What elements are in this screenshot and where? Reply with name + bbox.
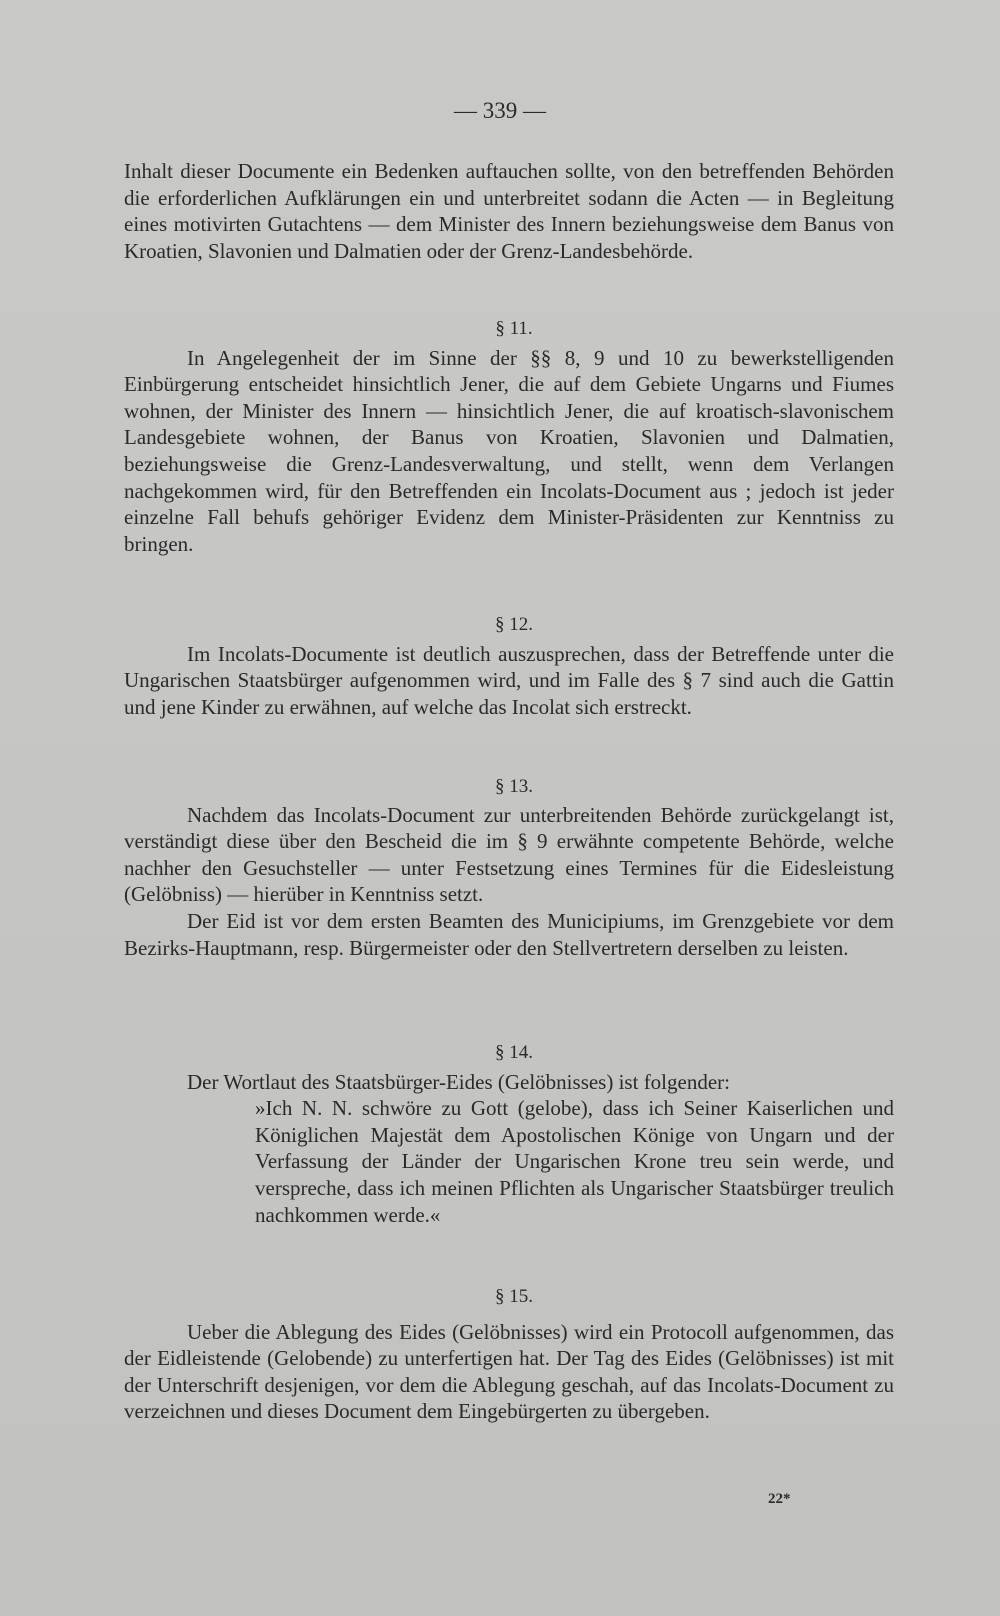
section-heading: § 14. (495, 1042, 533, 1063)
intro-paragraph: Inhalt dieser Documente ein Bedenken auftauchen sollte, von den betreffenden Behörden die erforderlichen Aufklärungen ein und unterbreitet sodann die Acten — in Begleitung eines motivirten Gutachtens — dem Minister des Innern beziehungsweise dem Banus von Kroatien, Slavonien und Dalmatien oder der Grenz-Landesbehörde. (124, 159, 894, 263)
section-15 (124, 1284, 894, 1425)
section-13 (124, 774, 894, 961)
section-heading: § 11. (495, 318, 533, 339)
signature-mark: 22* (768, 1491, 791, 1507)
section-paragraph: Der Eid ist vor dem ersten Beamten des Municipiums, im Grenzgebiete vor dem Bezirks-Hauptmann, resp. Bürgermeister oder den Stellvertretern derselben zu leisten. (124, 908, 894, 960)
section-heading: § 15. (495, 1286, 533, 1307)
section-14 (124, 1040, 894, 1228)
section-12 (124, 612, 894, 720)
section-heading: § 12. (495, 614, 533, 635)
section-heading: § 13. (495, 776, 533, 797)
section-paragraph: Der Wortlaut des Staatsbürger-Eides (Gelöbnisses) ist folgender: (187, 1069, 730, 1094)
section-paragraph: Ueber die Ablegung des Eides (Gelöbnisses) wird ein Protocoll aufgenommen, das der Eidleistende (Gelobende) zu unterfertigen hat. Der Tag des Eides (Gelöbnisses) ist mit der Unterschrift desjenigen, vor dem die Ablegung geschah, auf das Incolats-Document zu verzeichnen und dieses Document dem Eingebürgerten zu übergeben. (124, 1319, 894, 1424)
intro-block (124, 158, 894, 264)
section-paragraph: In Angelegenheit der im Sinne der §§ 8, 9 und 10 zu bewerkstelligenden Einbürgerung entscheidet hinsichtlich Jener, die auf dem Gebiete Ungarns und Fiumes wohnen, der Minister des Innern — hinsichtlich Jener, die auf kroatisch-slavonischem Landesgebiete wohnen, der Banus von Kroatien, Slavonien und Dalmatien, beziehungsweise die Grenz-Landesverwaltung, und stellt, wenn dem Verlangen nachgekommen wird, für den Betreffenden ein Incolats-Document aus ; jedoch ist jeder einzelne Fall behufs gehöriger Evidenz dem Minister-Präsidenten zur Kenntniss zu bringen. (124, 345, 894, 556)
section-paragraph: Nachdem das Incolats-Document zur unterbreitenden Behörde zurückgelangt ist, verständigt diese über den Bescheid die im § 9 erwähnte competente Behörde, welche nachher den Gesuchsteller — unter Festsetzung eines Termines für die Eidesleistung (Gelöbniss) — hierüber in Kenntniss setzt. (124, 802, 894, 907)
section-11 (124, 316, 894, 557)
section-paragraph: Im Incolats-Documente ist deutlich auszusprechen, dass der Betreffende unter die Ungarischen Staatsbürger aufgenommen wird, und im Falle des § 7 sind auch die Gattin und jene Kinder zu erwähnen, auf welche das Incolat sich erstreckt. (124, 641, 894, 719)
oath-quote: »Ich N. N. schwöre zu Gott (gelobe), dass ich Seiner Kaiserlichen und Königlichen Majestät dem Apostolischen Könige von Ungarn und der Verfassung der Länder der Ungarischen Krone treu sein werde, und verspreche, dass ich meinen Pflichten als Ungarischer Staatsbürger treulich nachkommen werde.« (255, 1096, 894, 1227)
page-number: — 339 — (454, 98, 546, 123)
